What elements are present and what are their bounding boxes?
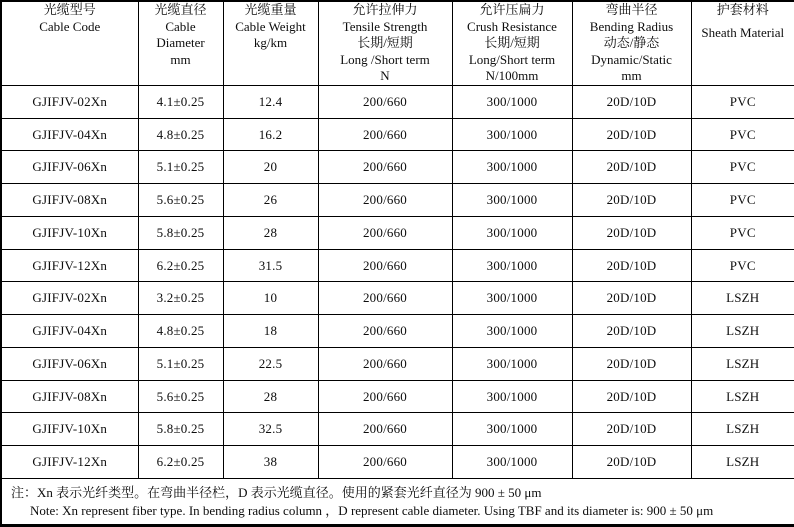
header-line: mm bbox=[170, 51, 191, 67]
cell-cable-diameter: 5.6±0.25 bbox=[138, 184, 223, 217]
cell-cable-weight: 20 bbox=[223, 151, 318, 184]
cell-cable-diameter: 3.2±0.25 bbox=[138, 282, 223, 315]
cell-cable-code: GJIFJV-10Xn bbox=[1, 413, 138, 446]
cell-cable-code: GJIFJV-04Xn bbox=[1, 118, 138, 151]
header-line: 长期/短期 bbox=[357, 35, 413, 51]
cell-cable-code: GJIFJV-08Xn bbox=[1, 184, 138, 217]
cell-bending-radius: 20D/10D bbox=[572, 315, 691, 348]
column-header-cable-diameter bbox=[138, 1, 223, 85]
header-line: 长期/短期 bbox=[484, 35, 540, 51]
table-row bbox=[1, 151, 794, 184]
cell-cable-diameter: 5.8±0.25 bbox=[138, 216, 223, 249]
cell-tensile-strength: 200/660 bbox=[318, 184, 452, 217]
cell-cable-code: GJIFJV-06Xn bbox=[1, 347, 138, 380]
header-line: 弯曲半径 bbox=[605, 2, 658, 17]
cell-tensile-strength: 200/660 bbox=[318, 380, 452, 413]
cell-bending-radius: 20D/10D bbox=[572, 151, 691, 184]
column-header-cable-weight bbox=[223, 1, 318, 85]
header-line: mm bbox=[621, 68, 642, 84]
cell-crush-resistance: 300/1000 bbox=[452, 216, 572, 249]
table-row bbox=[1, 184, 794, 217]
cell-bending-radius: 20D/10D bbox=[572, 380, 691, 413]
header-line: 护套材料 bbox=[716, 2, 769, 17]
notes-row bbox=[1, 479, 794, 526]
header-line: Long/Short term bbox=[468, 51, 556, 67]
cell-crush-resistance: 300/1000 bbox=[452, 380, 572, 413]
cell-cable-diameter: 5.8±0.25 bbox=[138, 413, 223, 446]
cell-sheath-material: PVC bbox=[691, 151, 794, 184]
header-line: kg/km bbox=[253, 35, 288, 51]
cell-bending-radius: 20D/10D bbox=[572, 413, 691, 446]
cell-cable-weight: 28 bbox=[223, 216, 318, 249]
column-header-bending-radius bbox=[572, 1, 691, 85]
header-line: Long /Short term bbox=[340, 51, 430, 67]
header-line: 动态/静态 bbox=[603, 35, 660, 51]
cell-sheath-material: PVC bbox=[691, 85, 794, 118]
cell-crush-resistance: 300/1000 bbox=[452, 85, 572, 118]
column-header-crush-resistance bbox=[452, 1, 572, 85]
cell-sheath-material: PVC bbox=[691, 216, 794, 249]
cell-bending-radius: 20D/10D bbox=[572, 282, 691, 315]
cell-cable-code: GJIFJV-12Xn bbox=[1, 446, 138, 479]
cell-cable-diameter: 4.8±0.25 bbox=[138, 118, 223, 151]
cell-cable-code: GJIFJV-06Xn bbox=[1, 151, 138, 184]
cell-cable-diameter: 5.1±0.25 bbox=[138, 347, 223, 380]
header-line: Cable Code bbox=[39, 18, 101, 34]
header-line: N/100mm bbox=[485, 68, 539, 84]
cell-tensile-strength: 200/660 bbox=[318, 413, 452, 446]
cell-tensile-strength: 200/660 bbox=[318, 347, 452, 380]
table-row bbox=[1, 413, 794, 446]
header-line: N bbox=[380, 68, 390, 84]
header-line: Sheath Material bbox=[701, 24, 785, 40]
header-line: Dynamic/Static bbox=[591, 51, 672, 67]
header-line: 光缆型号 bbox=[43, 2, 96, 17]
header-row bbox=[1, 1, 794, 85]
table-row bbox=[1, 380, 794, 413]
cell-sheath-material: LSZH bbox=[691, 282, 794, 315]
cell-bending-radius: 20D/10D bbox=[572, 446, 691, 479]
cell-crush-resistance: 300/1000 bbox=[452, 315, 572, 348]
cell-bending-radius: 20D/10D bbox=[572, 249, 691, 282]
cell-crush-resistance: 300/1000 bbox=[452, 184, 572, 217]
cell-sheath-material: LSZH bbox=[691, 347, 794, 380]
cell-sheath-material: LSZH bbox=[691, 315, 794, 348]
cell-crush-resistance: 300/1000 bbox=[452, 282, 572, 315]
cell-cable-diameter: 4.1±0.25 bbox=[138, 85, 223, 118]
cell-cable-weight: 18 bbox=[223, 315, 318, 348]
cell-sheath-material: LSZH bbox=[691, 446, 794, 479]
cell-cable-weight: 31.5 bbox=[223, 249, 318, 282]
cell-tensile-strength: 200/660 bbox=[318, 216, 452, 249]
table-row bbox=[1, 249, 794, 282]
cell-crush-resistance: 300/1000 bbox=[452, 413, 572, 446]
cell-cable-code: GJIFJV-02Xn bbox=[1, 85, 138, 118]
header-line: 光缆重量 bbox=[244, 2, 297, 17]
cell-cable-weight: 26 bbox=[223, 184, 318, 217]
cell-tensile-strength: 200/660 bbox=[318, 315, 452, 348]
cell-cable-code: GJIFJV-08Xn bbox=[1, 380, 138, 413]
cell-sheath-material: PVC bbox=[691, 184, 794, 217]
table-row bbox=[1, 347, 794, 380]
column-header-sheath-material bbox=[691, 1, 794, 85]
cell-sheath-material: LSZH bbox=[691, 413, 794, 446]
header-line: Diameter bbox=[156, 35, 205, 51]
header-line: Crush Resistance bbox=[467, 18, 557, 34]
cell-tensile-strength: 200/660 bbox=[318, 282, 452, 315]
cell-sheath-material: LSZH bbox=[691, 380, 794, 413]
cell-cable-code: GJIFJV-02Xn bbox=[1, 282, 138, 315]
note-english: Note: Xn represent fiber type. In bending radius column ，D represent cable diameter. Using TBF and its diameter is: 900 ± 50 μm bbox=[30, 502, 714, 518]
notes-cell bbox=[1, 479, 794, 526]
cell-cable-diameter: 6.2±0.25 bbox=[138, 446, 223, 479]
cell-crush-resistance: 300/1000 bbox=[452, 151, 572, 184]
cell-crush-resistance: 300/1000 bbox=[452, 347, 572, 380]
cell-cable-weight: 38 bbox=[223, 446, 318, 479]
cell-cable-diameter: 6.2±0.25 bbox=[138, 249, 223, 282]
cell-cable-weight: 10 bbox=[223, 282, 318, 315]
cell-cable-weight: 32.5 bbox=[223, 413, 318, 446]
table-body bbox=[1, 85, 794, 478]
cell-crush-resistance: 300/1000 bbox=[452, 249, 572, 282]
cell-tensile-strength: 200/660 bbox=[318, 151, 452, 184]
cell-cable-code: GJIFJV-04Xn bbox=[1, 315, 138, 348]
cell-sheath-material: PVC bbox=[691, 249, 794, 282]
cell-cable-diameter: 4.8±0.25 bbox=[138, 315, 223, 348]
cell-tensile-strength: 200/660 bbox=[318, 446, 452, 479]
header-line: 光缆直径 bbox=[154, 2, 207, 17]
header-line: Cable Weight bbox=[235, 18, 306, 34]
header-line: Tensile Strength bbox=[342, 18, 428, 34]
column-header-cable-code bbox=[1, 1, 138, 85]
cell-crush-resistance: 300/1000 bbox=[452, 118, 572, 151]
table-row bbox=[1, 446, 794, 479]
cell-cable-diameter: 5.6±0.25 bbox=[138, 380, 223, 413]
note-chinese: 注：Xn 表示光纤类型。在弯曲半径栏，D 表示光缆直径。使用的紧套光纤直径为 900 ± 50 μm bbox=[11, 484, 542, 500]
table-row bbox=[1, 118, 794, 151]
cell-cable-weight: 16.2 bbox=[223, 118, 318, 151]
cell-tensile-strength: 200/660 bbox=[318, 85, 452, 118]
column-header-tensile-strength bbox=[318, 1, 452, 85]
cell-tensile-strength: 200/660 bbox=[318, 118, 452, 151]
table-row bbox=[1, 315, 794, 348]
cell-sheath-material: PVC bbox=[691, 118, 794, 151]
cell-cable-code: GJIFJV-10Xn bbox=[1, 216, 138, 249]
header-line: 允许拉伸力 bbox=[352, 2, 418, 17]
cell-bending-radius: 20D/10D bbox=[572, 118, 691, 151]
cell-bending-radius: 20D/10D bbox=[572, 184, 691, 217]
cell-bending-radius: 20D/10D bbox=[572, 216, 691, 249]
table-row bbox=[1, 216, 794, 249]
cell-cable-weight: 12.4 bbox=[223, 85, 318, 118]
header-line: Cable bbox=[165, 18, 196, 34]
header-line: 允许压扁力 bbox=[479, 2, 545, 17]
cell-crush-resistance: 300/1000 bbox=[452, 446, 572, 479]
cell-cable-weight: 22.5 bbox=[223, 347, 318, 380]
cell-bending-radius: 20D/10D bbox=[572, 85, 691, 118]
cell-cable-diameter: 5.1±0.25 bbox=[138, 151, 223, 184]
table-row bbox=[1, 282, 794, 315]
header-line: Bending Radius bbox=[589, 18, 674, 34]
table-row bbox=[1, 85, 794, 118]
cell-cable-weight: 28 bbox=[223, 380, 318, 413]
cell-tensile-strength: 200/660 bbox=[318, 249, 452, 282]
cell-cable-code: GJIFJV-12Xn bbox=[1, 249, 138, 282]
cell-bending-radius: 20D/10D bbox=[572, 347, 691, 380]
